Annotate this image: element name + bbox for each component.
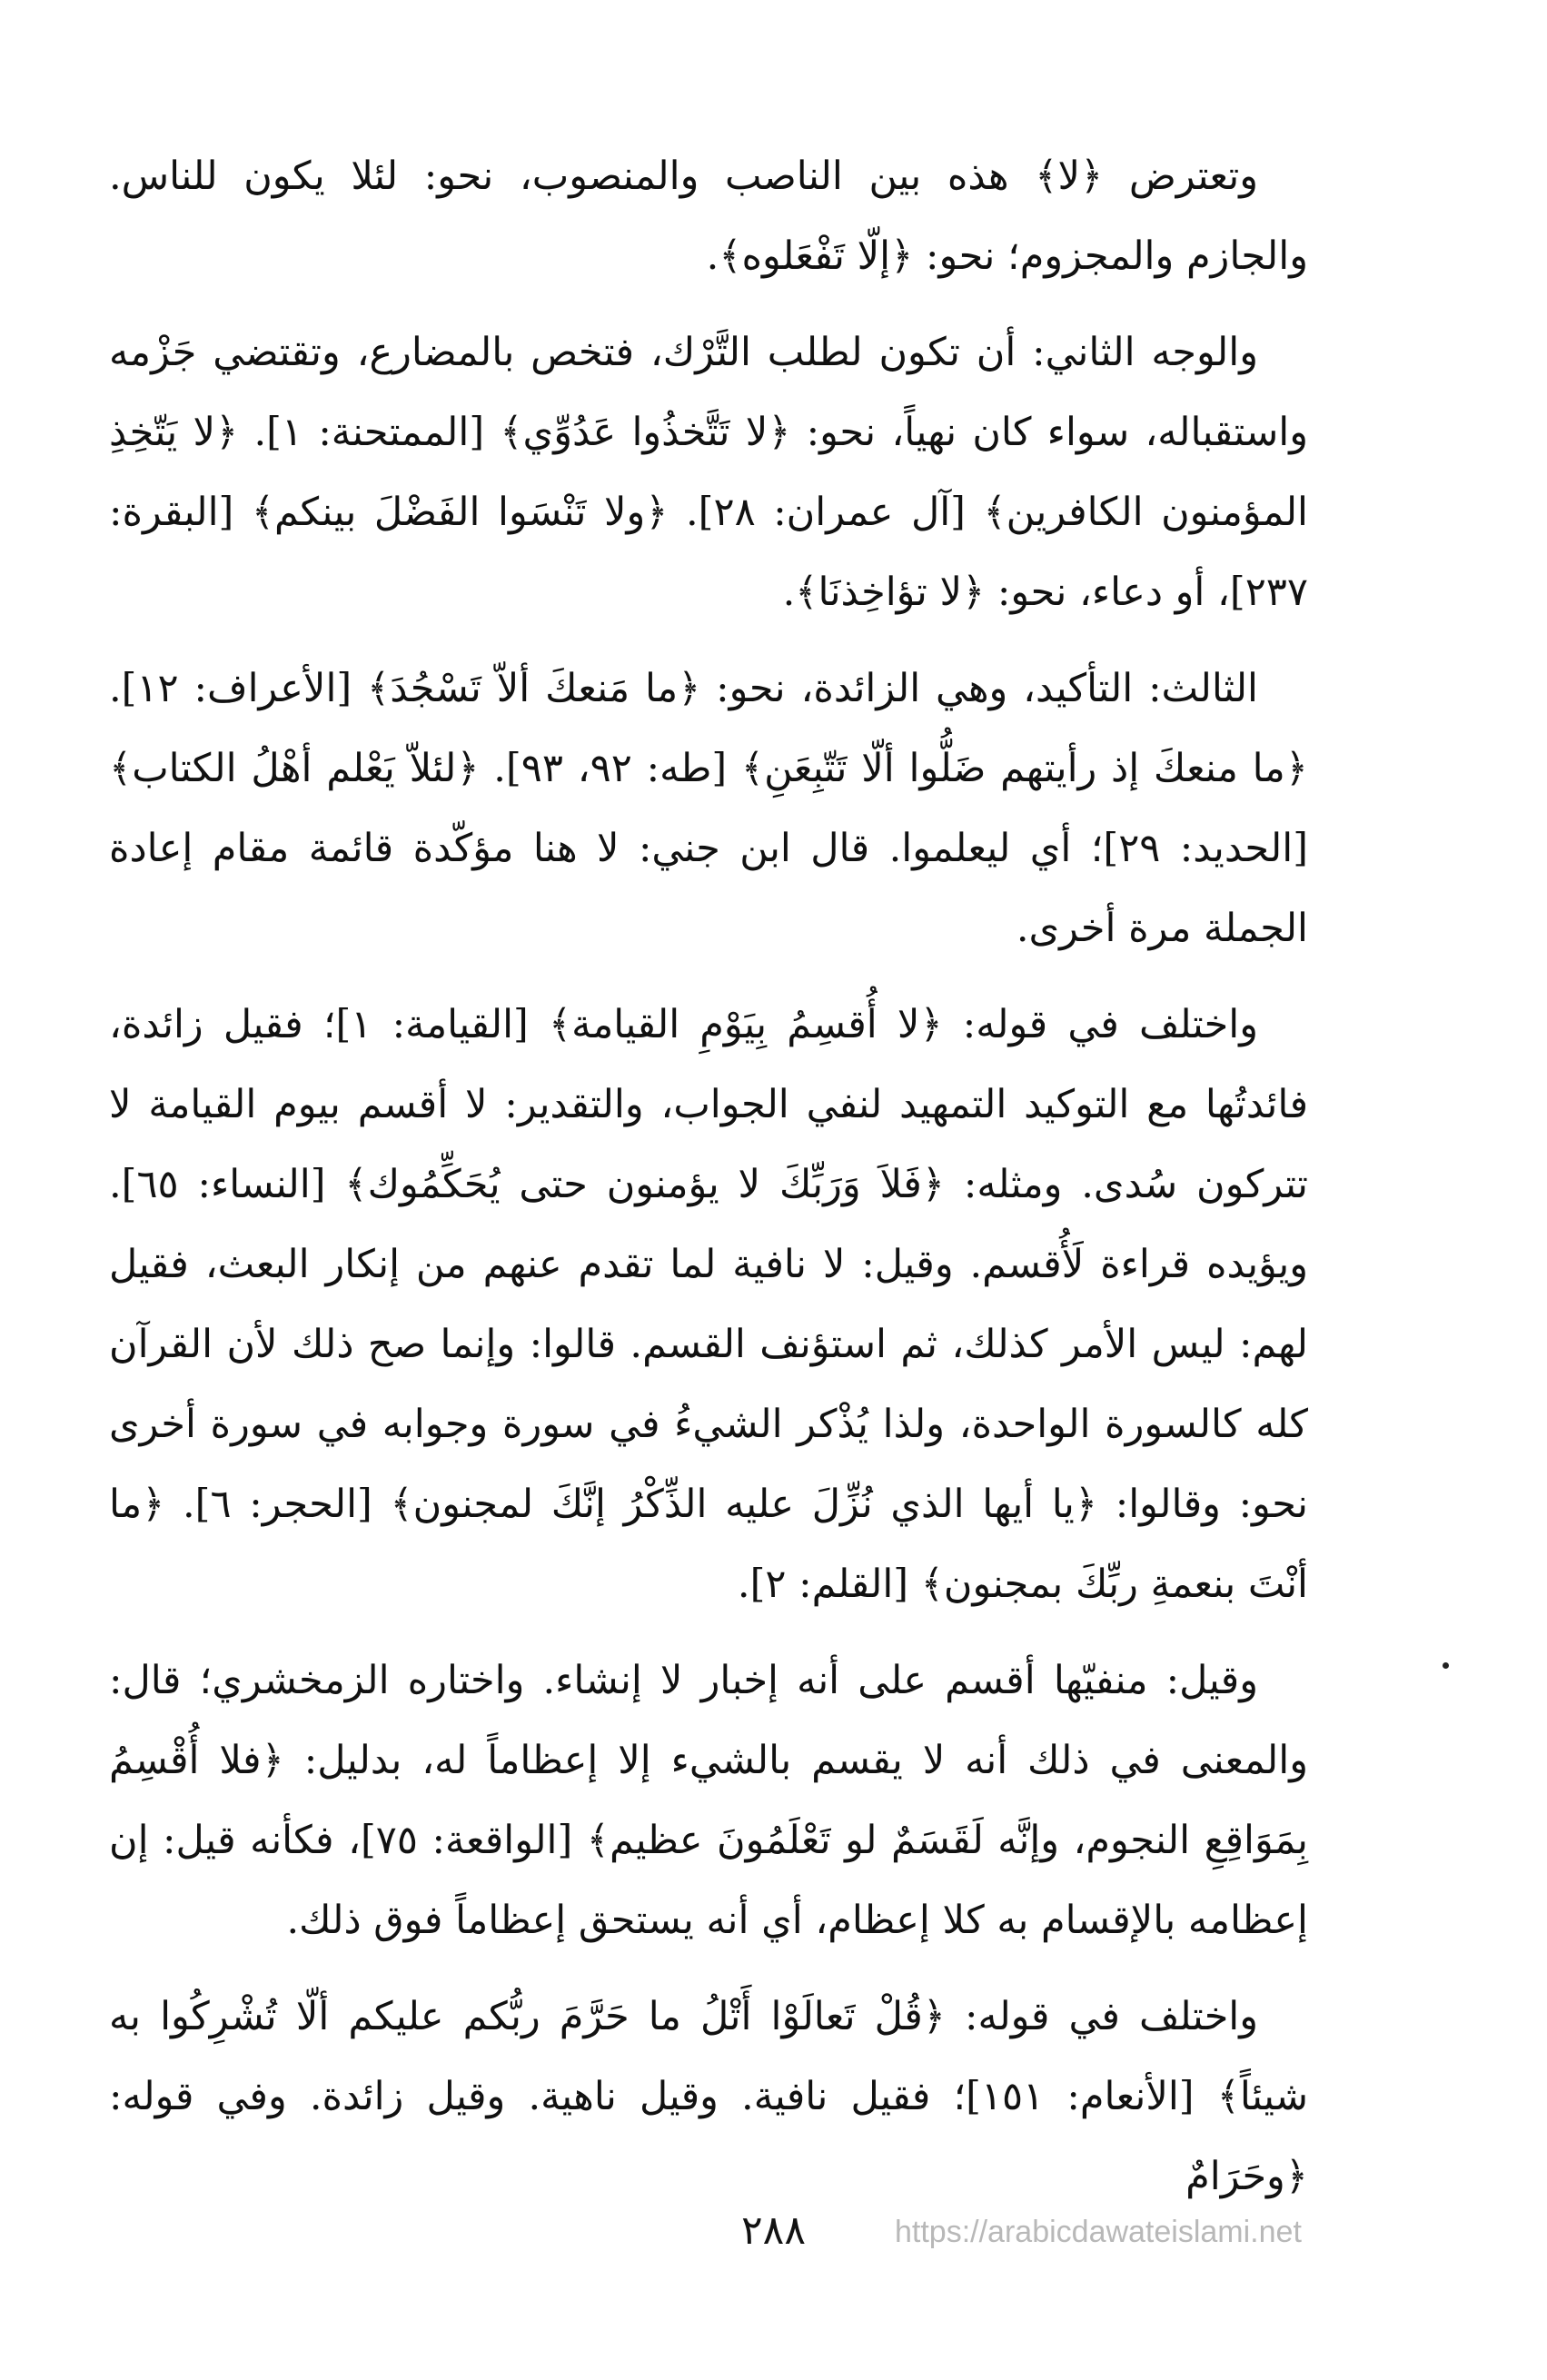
paragraph-1: وتعترض ﴿لا﴾ هذه بين الناصب والمنصوب، نحو: لئلا يكون للناس. والجازم والمجزوم؛ نحو: ﴿إلّا تَفْعَلوه﴾.	[109, 154, 1308, 279]
paragraph-6: واختلف في قوله: ﴿قُلْ تَعالَوْا أَتْلُ ما حَرَّمَ ربُّكم عليكم ألّا تُشْرِكُوا به شيئاً﴾ [الأنعام: ١٥١]؛ فقيل نافية. وقيل ناهية. وقيل زائدة. وفي قوله: ﴿وحَرَامٌ	[109, 1994, 1308, 2199]
margin-dot-mark	[1443, 1662, 1449, 1669]
paragraph-3: الثالث: التأكيد، وهي الزائدة، نحو: ﴿ما مَنعكَ ألاّ تَسْجُدَ﴾ [الأعراف: ١٢]. ﴿ما منعكَ إذ رأيتهم ضَلُّوا ألّا تَتّبِعَنِ﴾ [طه: ٩٢، ٩٣]. ﴿لئلاّ يَعْلم أهْلُ الكتاب﴾ [الحديد: ٢٩]؛ أي ليعلموا. قال ابن جني: لا هنا مؤكّدة قائمة مقام إعادة الجملة مرة أخرى.	[109, 666, 1309, 951]
paragraph-5: وقيل: منفيّها أقسم على أنه إخبار لا إنشاء. واختاره الزمخشري؛ قال: والمعنى في ذلك أنه لا يقسم بالشيء إلا إعظاماً له، بدليل: ﴿فلا أُقْسِمُ بِمَوَاقِعِ النجوم، وإنَّه لَقَسَمٌ لو تَعْلَمُونَ عظيم﴾ [الواقعة: ٧٥]، فكأنه قيل: إن إعظامه بالإقسام به كلا إعظام، أي أنه يستحق إعظاماً فوق ذلك.	[109, 1658, 1308, 1943]
page-body-text	[109, 136, 1308, 2216]
watermark-url: https://arabicdawateislami.net	[895, 2215, 1302, 2249]
paragraph-2: والوجه الثاني: أن تكون لطلب التَّرْك، فتخص بالمضارع، وتقتضي جَزْمه واستقباله، سواء كان نهياً، نحو: ﴿لا تَتَّخذُوا عَدُوِّي﴾ [الممتحنة: ١]. ﴿لا يَتّخِذِ المؤمنون الكافرين﴾ [آل عمران: ٢٨]. ﴿ولا تَنْسَوا الفَضْلَ بينكم﴾ [البقرة: ٢٣٧]، أو دعاء، نحو: ﴿لا تؤاخِذنَا﴾.	[109, 330, 1308, 615]
paragraph-4: واختلف في قوله: ﴿لا أُقسِمُ بِيَوْمِ القيامة﴾ [القيامة: ١]؛ فقيل زائدة، فائدتُها مع التوكيد التمهيد لنفي الجواب، والتقدير: لا أقسم بيوم القيامة لا تتركون سُدى. ومثله: ﴿فَلاَ وَرَبِّكَ لا يؤمنون حتى يُحَكِّمُوك﴾ [النساء: ٦٥]. ويؤيده قراءة لَأُقسم. وقيل: لا نافية لما تقدم عنهم من إنكار البعث، فقيل لهم: ليس الأمر كذلك، ثم استؤنف القسم. قالوا: وإنما صح ذلك لأن القرآن كله كالسورة الواحدة، ولذا يُذْكر الشيءُ في سورة وجوابه في سورة أخرى نحو: وقالوا: ﴿يا أيها الذي نُزِّلَ عليه الذِّكْرُ إنَّكَ لمجنون﴾ [الحجر: ٦]. ﴿ما أنْتَ بنعمةِ ربِّكَ بمجنون﴾ [القلم: ٢].	[109, 1002, 1308, 1607]
page-number: ٢٨٨	[741, 2207, 806, 2254]
